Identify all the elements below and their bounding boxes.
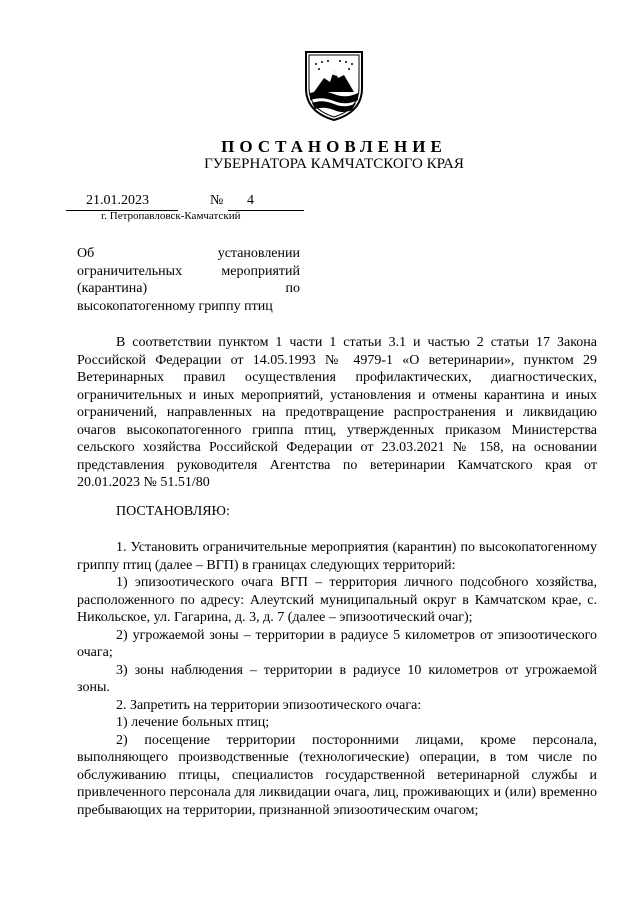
item-2-1: 1) лечение больных птиц;: [116, 715, 270, 730]
item-1-1: 1) эпизоотического очага ВГП – территория личного подсобного хозяйства, расположенного по адресу: Алеутский муниципальный округ в Камчатском крае, с. Никольское, ул. Гагарина, д. 3, д. 7 (далее – эпизоотический очаг);: [77, 575, 597, 625]
item-2: 2. Запретить на территории эпизоотического очага:: [116, 697, 422, 713]
item-2-2: 2) посещение территории посторонними лицами, кроме персонала, выполняющего производственные (технологические) операции, в том числе по обслуживанию птицы, специалистов государственной ветеринарной службы и привлеченного персонала для ликвидации очага, лиц, проживающих и (или) временно пребывающих на территории, признанной эпизоотическим очагом;: [77, 732, 597, 818]
subject-line: Об установлении: [77, 246, 300, 261]
item-1-3: 3) зоны наблюдения – территории в радиусе 10 километров от угрожаемой зоны.: [77, 662, 597, 695]
document-subject: [77, 245, 300, 315]
document-city: г. Петропавловск-Камчатский: [101, 210, 241, 222]
document-number: 4: [247, 193, 254, 208]
item-1-2: 2) угрожаемой зоны – территории в радиусе 5 километров от эпизоотического очага;: [77, 627, 597, 660]
number-sign: №: [210, 193, 224, 208]
document-date: 21.01.2023: [86, 193, 149, 208]
decree-word: ПОСТАНОВЛЯЮ:: [116, 504, 230, 519]
subject-line: ограничительных мероприятий: [77, 263, 300, 279]
preamble-block: [77, 334, 597, 492]
date-number-line: [66, 193, 306, 211]
subject-line: высокопатогенному гриппу птиц: [77, 298, 273, 314]
subject-line: (карантина) по: [77, 281, 300, 296]
document-subtitle: ГУБЕРНАТОРА КАМЧАТСКОГО КРАЯ: [204, 156, 464, 172]
items-block: [77, 539, 597, 819]
document-title: ПОСТАНОВЛЕНИЕ: [221, 137, 447, 156]
item-1: 1. Установить ограничительные мероприятия (карантин) по высокопатогенному гриппу птиц (далее – ВГП) в границах следующих территорий:: [77, 540, 597, 573]
preamble-paragraph: В соответствии пунктом 1 части 1 статьи 3.1 и частью 2 статьи 17 Закона Российской Федерации от 14.05.1993 № 4979-1 «О ветеринарии», пунктом 29 Ветеринарных правил осуществления профилактических, диагностических, ограничительных и иных мероприятий, установления и отмены карантина и иных ограничений, направленных на предотвращение распространения и ликвидацию очагов высокопатогенного гриппа птиц, утвержденных приказом Министерства сельского хозяйства Российской Федерации от 23.03.2021 № 158, на основании представления руководителя Агентства по ветеринарии Камчатского края от 20.01.2023 № 51.51/80: [77, 335, 597, 490]
kamchatka-emblem-icon: [302, 48, 366, 122]
